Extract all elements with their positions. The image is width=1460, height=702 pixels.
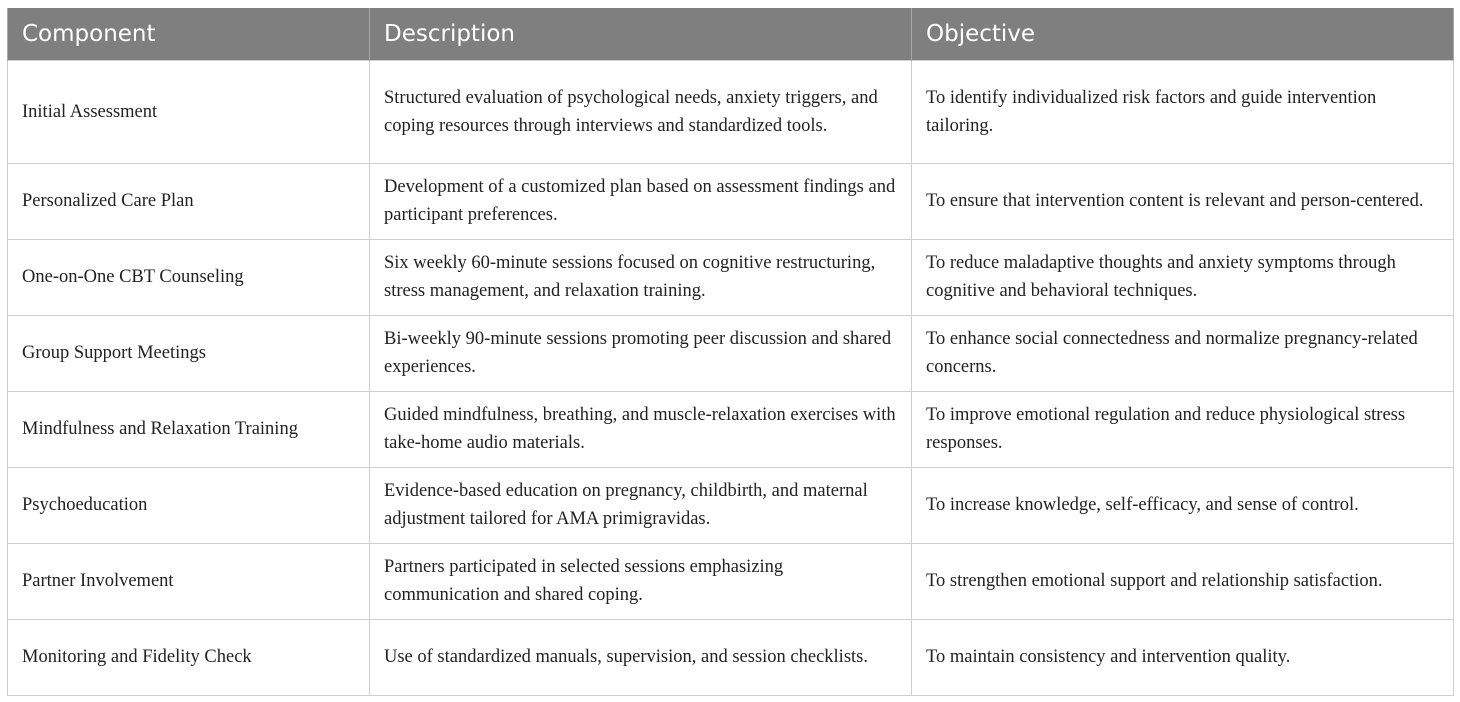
- header-description: Description: [370, 8, 912, 60]
- cell-description: Structured evaluation of psychological needs, anxiety triggers, and coping resources through interviews and standardized tools.: [370, 60, 912, 163]
- table-row: [8, 163, 1454, 239]
- cell-objective: To maintain consistency and intervention quality.: [912, 619, 1454, 695]
- table-row: [8, 391, 1454, 467]
- cell-description: Six weekly 60-minute sessions focused on cognitive restructuring, stress management, and relaxation training.: [370, 239, 912, 315]
- cell-objective: To identify individualized risk factors and guide intervention tailoring.: [912, 60, 1454, 163]
- cell-description: Bi-weekly 90-minute sessions promoting peer discussion and shared experiences.: [370, 315, 912, 391]
- cell-objective: To ensure that intervention content is relevant and person-centered.: [912, 163, 1454, 239]
- table-row: [8, 543, 1454, 619]
- cell-description: Partners participated in selected sessions emphasizing communication and shared coping.: [370, 543, 912, 619]
- cell-component: One-on-One CBT Counseling: [8, 239, 370, 315]
- cell-component: Initial Assessment: [8, 60, 370, 163]
- cell-component: Monitoring and Fidelity Check: [8, 619, 370, 695]
- cell-description: Use of standardized manuals, supervision, and session checklists.: [370, 619, 912, 695]
- header-component: Component: [8, 8, 370, 60]
- table-row: [8, 315, 1454, 391]
- intervention-components-table: [7, 8, 1454, 696]
- cell-description: Guided mindfulness, breathing, and muscle-relaxation exercises with take-home audio materials.: [370, 391, 912, 467]
- header-row: [8, 8, 1454, 60]
- cell-objective: To strengthen emotional support and relationship satisfaction.: [912, 543, 1454, 619]
- table-row: [8, 619, 1454, 695]
- cell-objective: To reduce maladaptive thoughts and anxiety symptoms through cognitive and behavioral techniques.: [912, 239, 1454, 315]
- table-row: [8, 467, 1454, 543]
- header-objective: Objective: [912, 8, 1454, 60]
- table-row: [8, 239, 1454, 315]
- cell-objective: To improve emotional regulation and reduce physiological stress responses.: [912, 391, 1454, 467]
- cell-component: Partner Involvement: [8, 543, 370, 619]
- cell-objective: To enhance social connectedness and normalize pregnancy-related concerns.: [912, 315, 1454, 391]
- cell-component: Psychoeducation: [8, 467, 370, 543]
- cell-objective: To increase knowledge, self-efficacy, and sense of control.: [912, 467, 1454, 543]
- cell-component: Mindfulness and Relaxation Training: [8, 391, 370, 467]
- cell-description: Evidence-based education on pregnancy, childbirth, and maternal adjustment tailored for AMA primigravidas.: [370, 467, 912, 543]
- cell-component: Group Support Meetings: [8, 315, 370, 391]
- cell-description: Development of a customized plan based on assessment findings and participant preferences.: [370, 163, 912, 239]
- cell-component: Personalized Care Plan: [8, 163, 370, 239]
- table-row: [8, 60, 1454, 163]
